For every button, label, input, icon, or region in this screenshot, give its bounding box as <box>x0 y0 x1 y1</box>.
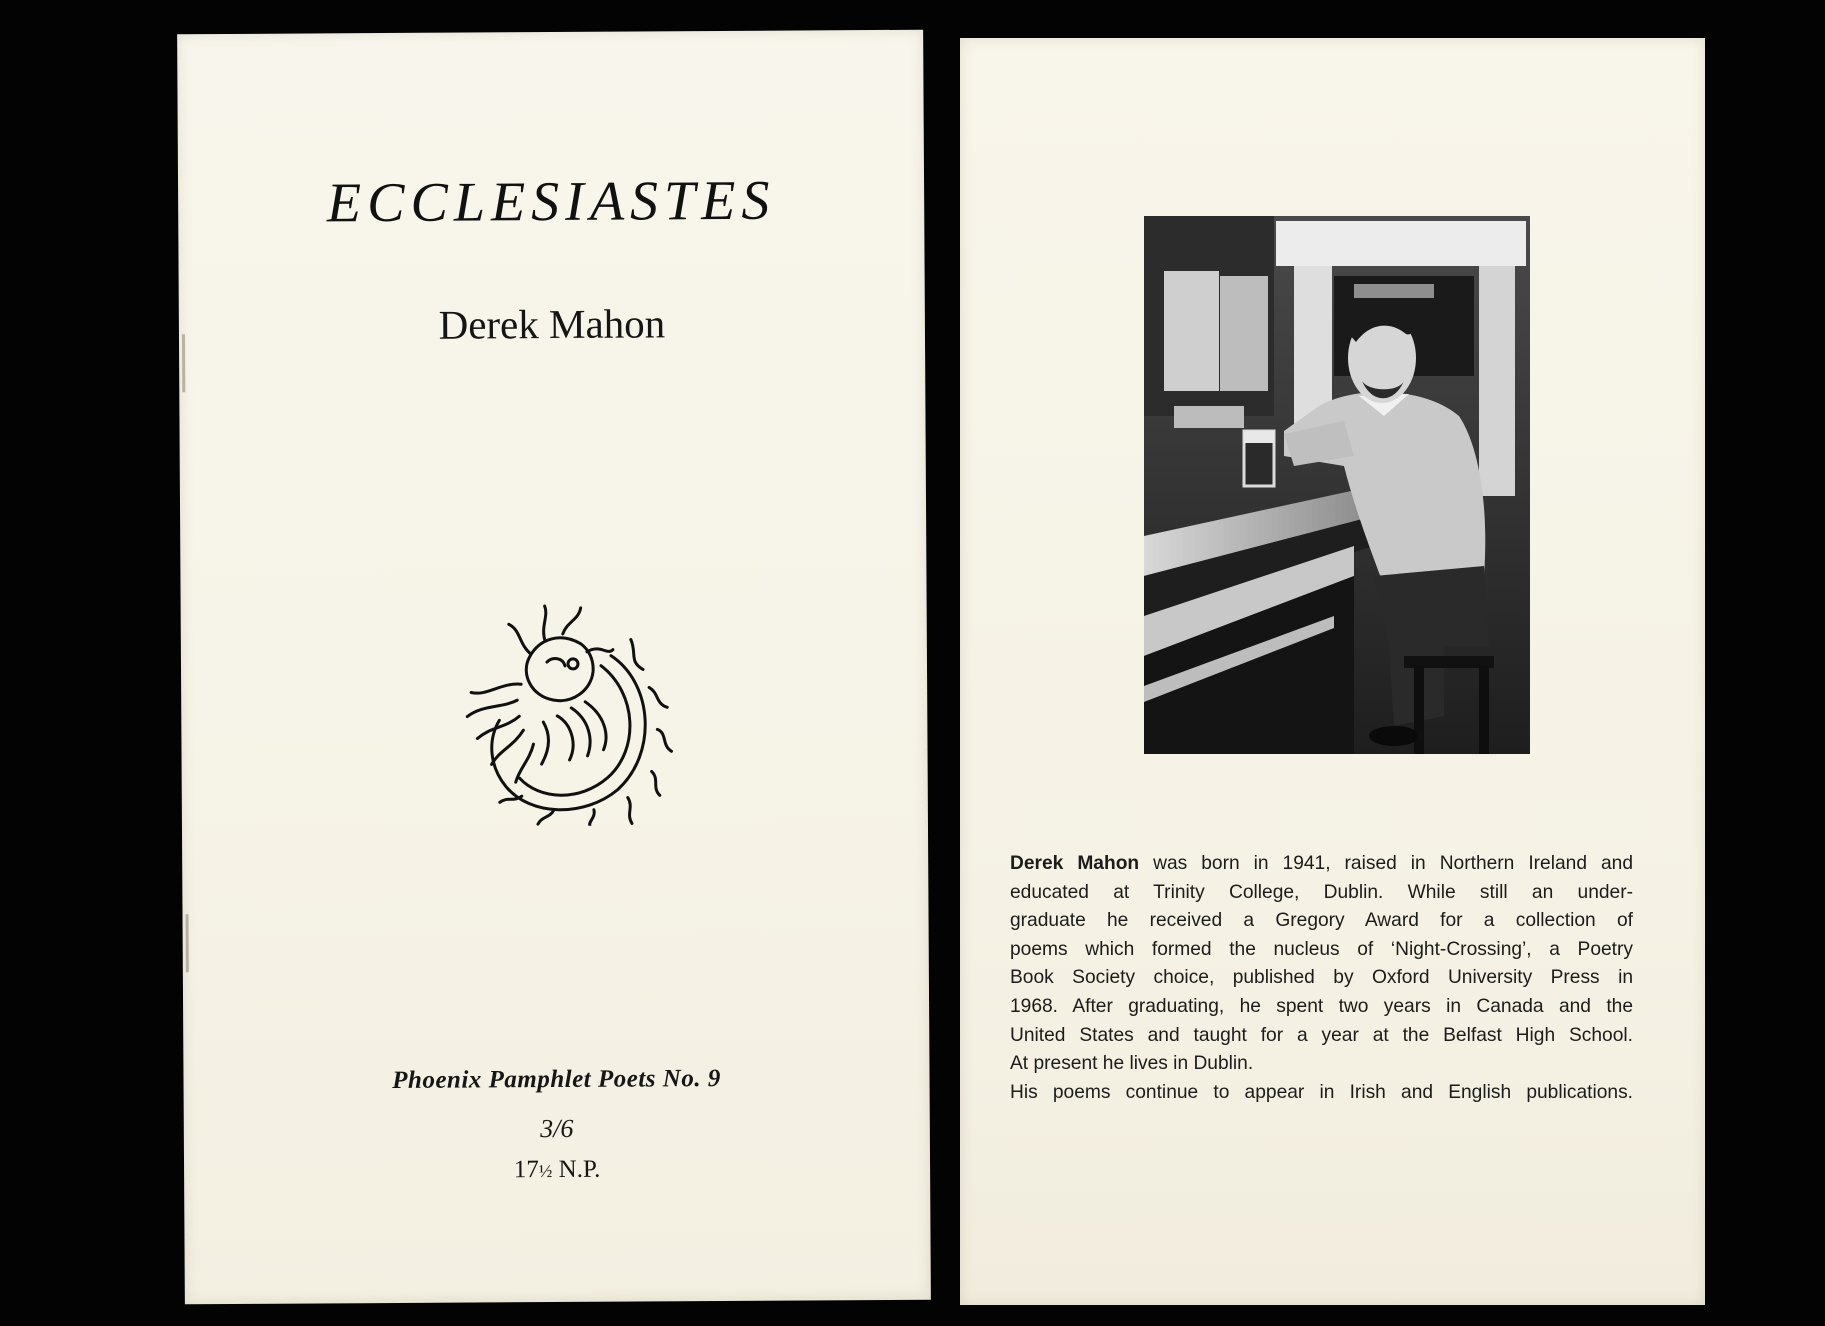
phoenix-emblem-icon <box>461 603 674 826</box>
bio-line: graduate he received a Gregory Award for a collection of <box>1010 910 1633 932</box>
bio-author-name: Derek Mahon <box>1010 853 1140 874</box>
bio-line: 1968. After graduating, he spent two years in Canada and the <box>1010 995 1633 1017</box>
book-title: ECCLESIASTES <box>326 169 776 235</box>
front-cover <box>177 30 931 1305</box>
series-label: Phoenix Pamphlet Poets No. 9 <box>392 1064 721 1094</box>
author-name: Derek Mahon <box>438 300 666 348</box>
bio-line: Book Society choice, published by Oxford University Press in <box>1010 967 1633 989</box>
back-cover <box>960 38 1705 1305</box>
price-new-pence <box>184 1154 930 1187</box>
bio-line: poems which formed the nucleus of ‘Night-Crossing’, a Poetry <box>1010 938 1633 960</box>
bio-line: His poems continue to appear in Irish and English publications. <box>1010 1081 1633 1103</box>
price-new-fraction: ½ <box>538 1161 553 1182</box>
price-new-whole: 17 <box>513 1156 539 1184</box>
author-biography <box>1010 850 1633 1107</box>
author-portrait-photo <box>1144 216 1530 754</box>
bio-line: educated at Trinity College, Dublin. While still an under- <box>1010 881 1633 903</box>
bio-line: At present he lives in Dublin. <box>1010 1053 1254 1075</box>
price-new-unit: N.P. <box>558 1155 601 1183</box>
price-shillings: 3/6 <box>540 1113 574 1144</box>
bio-line: Derek Mahon was born in 1941, raised in Northern Ireland and <box>1010 853 1633 874</box>
bio-line: United States and taught for a year at the Belfast High School. <box>1010 1024 1633 1046</box>
staple <box>186 914 189 972</box>
